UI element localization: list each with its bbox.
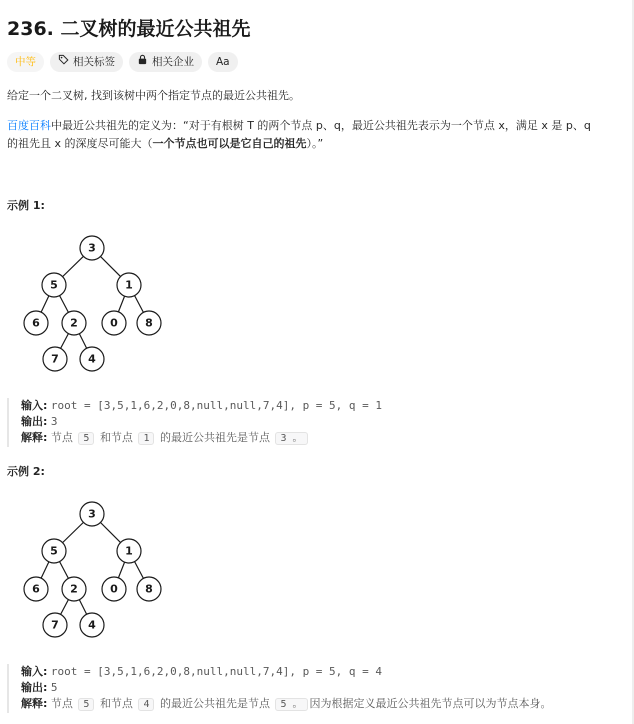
example-1-output: 输出: 3 (21, 415, 58, 428)
svg-text:2: 2 (70, 582, 78, 596)
example-2-tree-image (10, 488, 180, 648)
tree-node (42, 539, 66, 563)
tree-node (43, 347, 67, 371)
tree-node (80, 613, 104, 637)
tree-node (80, 502, 104, 526)
svg-text:0: 0 (110, 582, 118, 596)
example-2-explanation: 解释: 节点 5 和节点 4 的最近公共祖先是节点 5 。 因为根据定义最近公共祖先节点可以为节点本身。 (21, 697, 552, 710)
tree-node (24, 577, 48, 601)
related-tags-label: 相关标签 (73, 56, 115, 68)
example-2-title: 示例 2: (7, 465, 45, 478)
example-1-title: 示例 1: (7, 199, 45, 212)
definition-text-cont: 的祖先且 x 的深度尽可能大（ (7, 137, 153, 150)
svg-text:0: 0 (110, 316, 118, 330)
description-line-1: 给定一个二叉树, 找到该树中两个指定节点的最近公共祖先。 (7, 89, 300, 102)
description-line-2 (7, 116, 591, 136)
tree-node (137, 311, 161, 335)
svg-text:2: 2 (70, 316, 78, 330)
tree-node (43, 613, 67, 637)
tree-node (80, 236, 104, 260)
svg-text:1: 1 (125, 278, 133, 292)
tree-node (42, 273, 66, 297)
related-tags-button[interactable] (50, 52, 123, 72)
font-size-button[interactable] (208, 52, 238, 72)
related-companies-button[interactable] (129, 52, 202, 72)
svg-text:8: 8 (145, 316, 153, 330)
tree-node (102, 577, 126, 601)
baike-link[interactable]: 百度百科 (7, 119, 51, 132)
problem-title: 236. 二叉树的最近公共祖先 (7, 18, 251, 40)
definition-text-end: ）。” (306, 137, 324, 150)
tree-node (24, 311, 48, 335)
svg-text:4: 4 (88, 352, 96, 366)
example-1-explanation: 解释: 节点 5 和节点 1 的最近公共祖先是节点 3 。 (21, 430, 631, 447)
svg-text:4: 4 (88, 618, 96, 632)
example-1-tree-image (10, 222, 180, 382)
svg-text:6: 6 (32, 316, 40, 330)
tree-node (117, 539, 141, 563)
tree-node (102, 311, 126, 335)
tree-node (137, 577, 161, 601)
svg-text:3: 3 (88, 241, 96, 255)
svg-text:3: 3 (88, 507, 96, 521)
svg-text:6: 6 (32, 582, 40, 596)
svg-text:5: 5 (50, 544, 58, 558)
example-2-output: 输出: 5 (21, 681, 58, 694)
difficulty-badge[interactable]: 中等 (7, 52, 44, 72)
svg-text:7: 7 (51, 352, 59, 366)
tree-node (117, 273, 141, 297)
svg-text:8: 8 (145, 582, 153, 596)
definition-text: 中最近公共祖先的定义为：“对于有根树 T 的两个节点 p、q，最近公共祖先表示为一个节点 x，满足 x 是 p、q (51, 119, 591, 132)
example-2-input: 输入: root = [3,5,1,6,2,0,8,null,null,7,4], p = 5, q = 4 (21, 665, 383, 678)
related-companies-label: 相关企业 (152, 56, 194, 68)
lock-icon (137, 52, 148, 72)
description-line-3 (7, 134, 323, 154)
tag-bar (7, 52, 238, 72)
example-1-input: 输入: root = [3,5,1,6,2,0,8,null,null,7,4], p = 5, q = 1 (21, 399, 383, 412)
example-1-io (7, 398, 631, 447)
tree-node (62, 577, 86, 601)
tree-node (80, 347, 104, 371)
svg-text:1: 1 (125, 544, 133, 558)
svg-text:7: 7 (51, 618, 59, 632)
example-2-io (7, 664, 631, 713)
svg-text:5: 5 (50, 278, 58, 292)
font-size-icon: Aa (216, 56, 230, 68)
definition-bold: 一个节点也可以是它自己的祖先 (152, 137, 307, 150)
tree-node (62, 311, 86, 335)
tag-icon (58, 52, 69, 72)
